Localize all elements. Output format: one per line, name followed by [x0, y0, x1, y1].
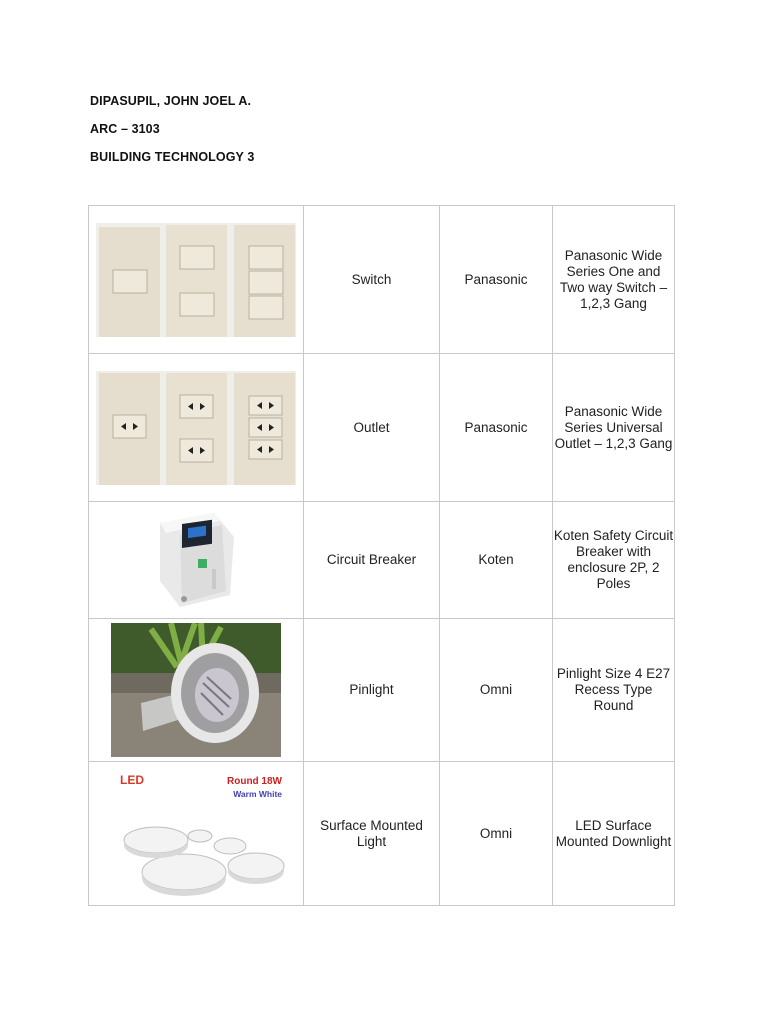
switch-plates-image	[96, 221, 296, 339]
item-description: Koten Safety Circuit Breaker with enclosure 2P, 2 Poles	[553, 502, 675, 619]
table-row	[89, 762, 675, 906]
item-type: Surface Mounted Light	[304, 762, 440, 906]
subject-title: BUILDING TECHNOLOGY 3	[90, 150, 255, 164]
item-brand: Omni	[440, 619, 553, 762]
pinlight-image-cell	[89, 619, 304, 762]
switch-image-cell	[89, 206, 304, 354]
pinlight-image	[111, 623, 281, 757]
item-brand: Panasonic	[440, 354, 553, 502]
item-description: Panasonic Wide Series One and Two way Switch – 1,2,3 Gang	[553, 206, 675, 354]
item-type: Outlet	[304, 354, 440, 502]
circuit-breaker-image	[146, 511, 246, 609]
warm-white-text: Warm White	[233, 788, 282, 799]
student-name: DIPASUPIL, JOHN JOEL A.	[90, 94, 252, 108]
item-description: Pinlight Size 4 E27 Recess Type Round	[553, 619, 675, 762]
item-brand: Omni	[440, 762, 553, 906]
course-code: ARC – 3103	[90, 122, 160, 136]
outlet-image-cell	[89, 354, 304, 502]
surface-light-image	[106, 766, 286, 902]
item-type: Circuit Breaker	[304, 502, 440, 619]
led-logo-text: LED	[120, 772, 144, 787]
breaker-image-cell	[89, 502, 304, 619]
table-row	[89, 502, 675, 619]
table-row	[89, 619, 675, 762]
fixtures-table	[88, 205, 675, 906]
item-brand: Koten	[440, 502, 553, 619]
item-description: Panasonic Wide Series Universal Outlet – 1,2,3 Gang	[553, 354, 675, 502]
table-row	[89, 206, 675, 354]
outlet-plates-image	[96, 369, 296, 487]
document-header	[90, 93, 254, 177]
item-brand: Panasonic	[440, 206, 553, 354]
item-type: Switch	[304, 206, 440, 354]
item-type: Pinlight	[304, 619, 440, 762]
item-description: LED Surface Mounted Downlight	[553, 762, 675, 906]
round-watt-text: Round 18W	[227, 775, 282, 787]
surface-light-image-cell	[89, 762, 304, 906]
table-row	[89, 354, 675, 502]
